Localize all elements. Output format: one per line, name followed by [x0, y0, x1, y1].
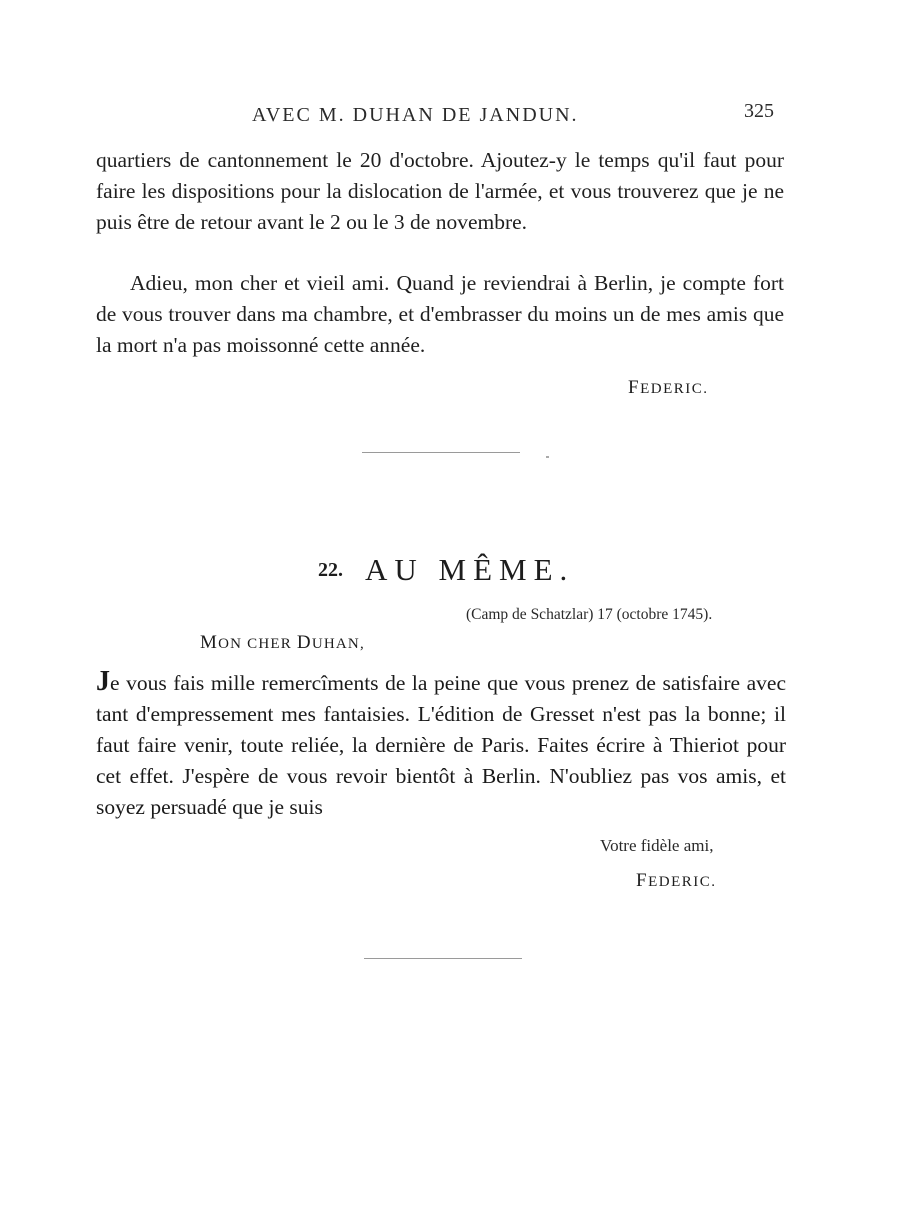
letter-number: 22.: [318, 559, 343, 581]
previous-letter-closing-paragraph: Adieu, mon cher et vieil ami. Quand je reviendrai à Berlin, je compte fort de vous trouver dans ma chambre, et d'embrasser du moins un de mes amis que la mort n'a pas moissonné cette année.: [96, 271, 784, 357]
salutation-text: ON CHER: [218, 636, 297, 652]
letter-body: [96, 666, 786, 823]
letter-closing: Votre fidèle ami,: [600, 836, 714, 855]
salutation-name-rest: UHAN,: [311, 636, 365, 652]
letter-body-text: e vous fais mille remercîments de la peine que vous prenez de satisfaire avec tant d'empressement mes fantaisies. L'édition de Gresset n'est pas la bonne; il faut faire venir, toute reliée, la dernière de Paris. Faites écrire à Thieriot pour cet effet. J'espère de vous revoir bientôt à Berlin. N'oubliez pas vos amis, et soyez persuadé que je suis: [96, 671, 786, 819]
letter-title: [318, 552, 598, 588]
running-title: AVEC M. DUHAN DE JANDUN.: [252, 104, 579, 126]
signature-initial: F: [628, 377, 641, 398]
section-divider: [364, 958, 522, 959]
drop-cap: J: [96, 666, 110, 697]
signature-initial: F: [636, 870, 649, 891]
letter-dateline: (Camp de Schatzlar) 17 (octobre 1745).: [466, 606, 713, 623]
letter-signature: [636, 870, 717, 892]
signature-rest: EDERIC.: [640, 381, 709, 397]
salutation-name-initial: D: [296, 632, 312, 653]
page-number: 325: [744, 100, 774, 122]
signature-rest: EDERIC.: [648, 874, 717, 890]
letter-heading: AU MÊME.: [365, 552, 575, 587]
section-divider: [362, 452, 520, 453]
letter-salutation: [200, 632, 365, 654]
divider-speck: [546, 456, 549, 458]
salutation-initial: M: [200, 632, 219, 653]
previous-letter-signature: [628, 377, 709, 399]
previous-letter-continuation: quartiers de cantonnement le 20 d'octobre. Ajoutez-y le temps qu'il faut pour faire les dispositions pour la dislocation de l'armée, et vous trouverez que je ne puis être de retour avant le 2 ou le 3 de novembre.: [96, 148, 784, 234]
